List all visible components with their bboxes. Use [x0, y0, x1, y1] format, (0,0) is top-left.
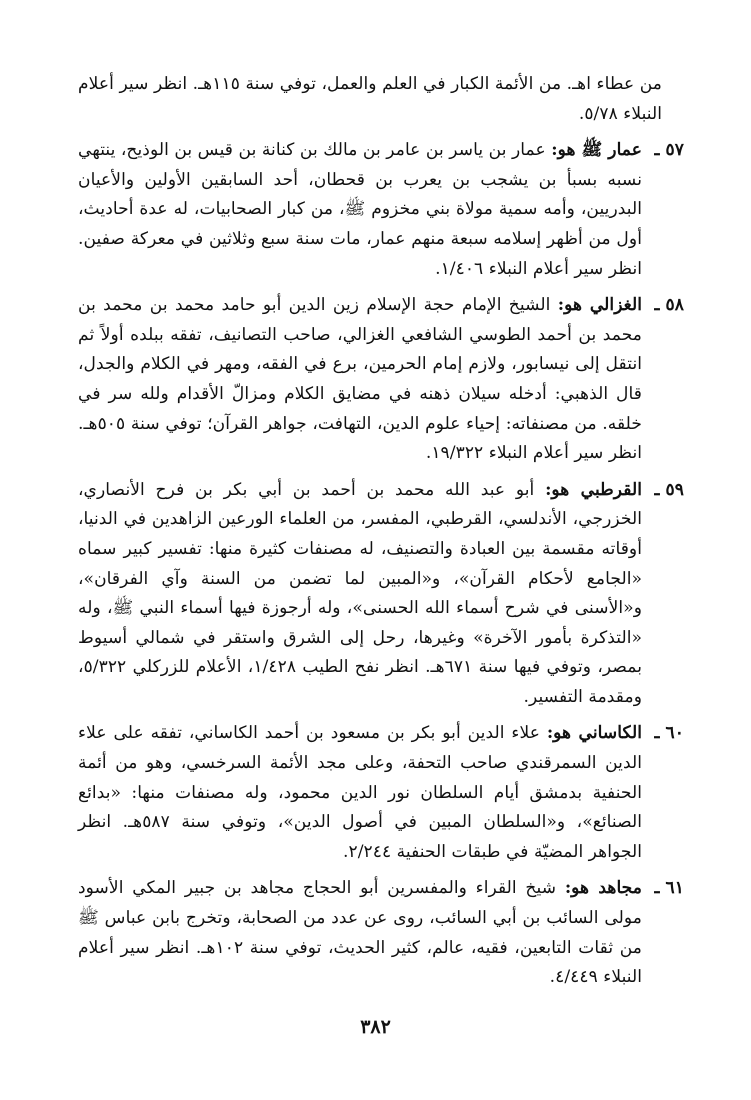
entry-text: أبو عبد الله محمد بن أحمد بن أبي بكر بن فرح الأنصاري، الخزرجي، الأندلسي، القرطبي، المفسر، من العلماء الورعين الزاهدين في الدنيا، أوقاته مقسمة بين العبادة والتصنيف، له مصنفات كثيرة منها: تفسير كبير سماه «الجامع لأحكام القرآن»، و«المبين لما تضمن من السنة وآي الفرقان»، و«الأسنى في شرح أسماء الله الحسنى»، وله أرجوزة فيها أسماء النبي ﷺ، وله «التذكرة بأمور الآخرة» وغيرها، رحل إلى الشرق واستقر في شمالي أسيوط بمصر، وتوفي فيها سنة ٦٧١هـ. انظر نفح الطيب ١/٤٢٨، الأعلام للزركلي ٥/٣٢٢، ومقدمة التفسير. — [78, 479, 643, 707]
entry-number: ٥٨ ـ — [654, 295, 684, 316]
entry-61 — [78, 874, 684, 992]
entry-body — [78, 719, 642, 867]
entry-number: ٥٩ ـ — [654, 479, 684, 500]
intro-paragraph: من عطاء اهـ. من الأئمة الكبار في العلم والعمل، توفي سنة ١١٥هـ. انظر سير أعلام النبلاء ٥/٧٨. — [78, 74, 663, 124]
entry-59 — [78, 476, 684, 713]
entry-text: الشيخ الإمام حجة الإسلام زين الدين أبو حامد محمد بن محمد بن محمد بن أحمد الطوسي الشافعي الغزالي، صاحب التصانيف، تفقه ببلده أولاً ثم انتقل إلى نيسابور، ولازم إمام الحرمين، برع في الفقه، ومهر في الكلام والجدل، قال الذهبي: أدخله سيلان ذهنه في مضايق الكلام ومزالّ الأقدام ولله سر في خلقه. من مصنفاته: إحياء علوم الدين، التهافت، جواهر القرآن؛ توفي سنة ٥٠٥هـ. انظر سير أعلام النبلاء ١٩/٣٢٢. — [78, 295, 642, 464]
entry-57 — [78, 136, 684, 284]
entry-text: عمار بن ياسر بن عامر بن مالك بن كنانة بن قيس بن الوذيح، ينتهي نسبه بسبأ بن يشجب بن يعرب بن قحطان، أحد السابقين الأولين والأعيان البدريين، وأمه سمية مولاة بني مخزوم ﷺ، من كبار الصحابيات، له عدة أحاديث، أول من أظهر إسلامه سبعة منهم عمار، مات سنة سبع وثلاثين في معركة صفين. انظر سير أعلام النبلاء ١/٤٠٦. — [78, 140, 642, 279]
entry-text: علاء الدين أبو بكر بن مسعود بن أحمد الكاساني، تفقه على علاء الدين السمرقندي صاحب التحفة، وعلى مجد الأئمة السرخسي، وهو من أئمة الحنفية بدمشق أيام السلطان نور الدين محمود، وله مصنفات منها: «بدائع الصنائع»، و«السلطان المبين في أصول الدين»، وتوفي سنة ٥٨٧هـ. انظر الجواهر المضيّة في طبقات الحنفية ٢/٢٤٤. — [78, 723, 642, 862]
entry-body — [78, 136, 642, 284]
entry-body — [78, 476, 642, 713]
entry-number: ٦١ ـ — [654, 878, 684, 899]
entry-body — [78, 874, 642, 992]
entry-text: شيخ القراء والمفسرين أبو الحجاج مجاهد بن جبير المكي الأسود مولى السائب بن أبي السائب، روى عن عدد من الصحابة، وتخرج بابن عباس ﷺ من ثقات التابعين، فقيه، عالم، كثير الحديث، توفي سنة ١٠٢هـ. انظر سير أعلام النبلاء ٤/٤٤٩. — [78, 878, 642, 988]
entry-name: القرطبي هو: — [545, 479, 643, 500]
entry-name: الكاساني هو: — [546, 723, 642, 744]
entry-name: عمار ﷺ هو: — [551, 140, 643, 161]
entry-body — [78, 291, 642, 469]
entry-58 — [78, 291, 684, 469]
entry-60 — [78, 719, 684, 867]
entry-name: الغزالي هو: — [557, 295, 642, 316]
entry-number: ٥٧ ـ — [654, 140, 684, 161]
entry-name: مجاهد هو: — [564, 878, 642, 899]
entry-number: ٦٠ ـ — [654, 723, 684, 744]
page-text — [78, 70, 684, 993]
page-number: ٣٨٢ — [360, 1016, 391, 1038]
